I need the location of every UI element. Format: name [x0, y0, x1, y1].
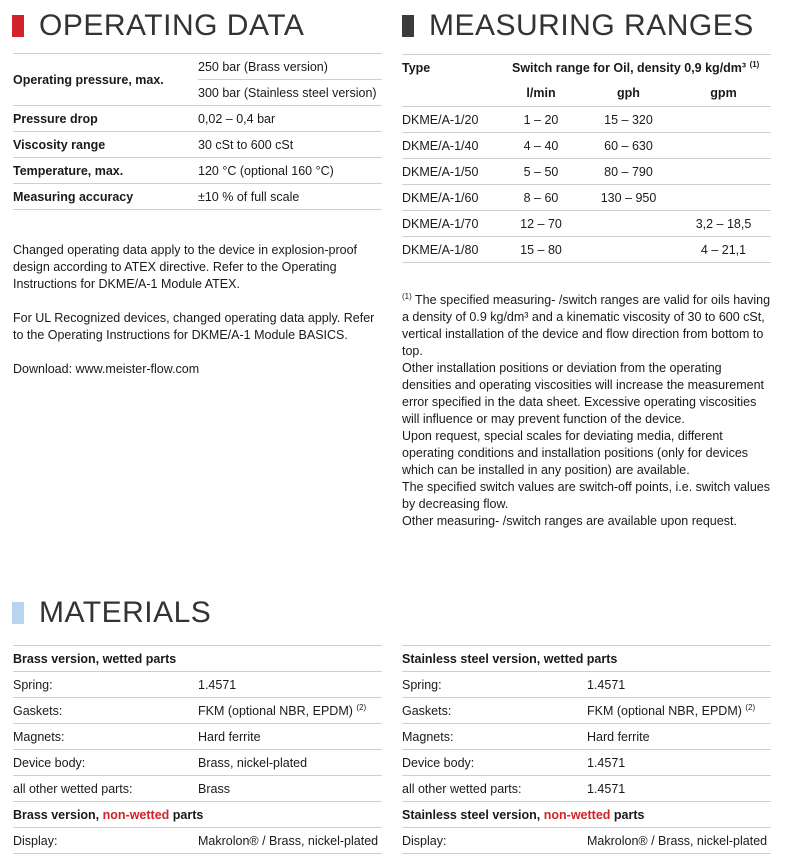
table-row: Gaskets: FKM (optional NBR, EPDM) $^{(2)}$ — [13, 698, 382, 724]
measuring-note: Other installation positions or deviation from the operating densities and operating viscosities will increase the measurement error specified in the data sheet. Excessive operating viscosities will influence or may prevent function of the device. — [402, 361, 764, 426]
table-row: Display: Makrolon® / Brass, nickel-plated — [13, 828, 382, 854]
table-row: DKME/A-1/40 4 – 40 60 – 630 — [402, 133, 771, 159]
brass-wetted-header: Brass version, wetted parts — [13, 646, 382, 672]
measuring-ranges-heading — [402, 11, 754, 41]
mr-type: DKME/A-1/50 — [402, 159, 501, 185]
download-note: Download: www.meister-flow.com — [13, 362, 200, 376]
table-row: all other wetted parts: 1.4571 — [402, 776, 771, 802]
op-label-temperature: Temperature, max. — [13, 158, 198, 184]
table-row: Spring: 1.4571 — [402, 672, 771, 698]
materials-brass-table — [13, 645, 382, 854]
mr-type: DKME/A-1/20 — [402, 107, 501, 133]
op-value-pressure-drop: 0,02 – 0,4 bar — [198, 106, 382, 132]
measuring-ranges-table — [402, 54, 771, 263]
stainless-nonwetted-header: Stainless steel version, non-wetted parts — [402, 802, 771, 828]
measuring-note: Upon request, special scales for deviating media, different operating conditions and installation positions (only for devices which can be installed in any position) are available. — [402, 429, 749, 477]
operating-notes — [13, 242, 381, 378]
op-value-pressure-steel: 300 bar (Stainless steel version) — [198, 80, 382, 106]
table-row: Magnets: Hard ferrite — [402, 724, 771, 750]
operating-data-table — [13, 53, 382, 210]
op-value-viscosity: 30 cSt to 600 cSt — [198, 132, 382, 158]
atex-note: Changed operating data apply to the device in explosion-proof design according to ATEX directive. Refer to the Operating Instructions for DKME/A-1 Module ATEX. — [13, 243, 357, 291]
op-label-pressure-drop: Pressure drop — [13, 106, 198, 132]
table-row: Gaskets: FKM (optional NBR, EPDM) $^{(2)}$ — [402, 698, 771, 724]
table-row: DKME/A-1/20 1 – 20 15 – 320 — [402, 107, 771, 133]
op-value-temperature: 120 °C (optional 160 °C) — [198, 158, 382, 184]
table-row: DKME/A-1/60 8 – 60 130 – 950 — [402, 185, 771, 211]
mr-type: DKME/A-1/80 — [402, 237, 501, 263]
op-label-accuracy: Measuring accuracy — [13, 184, 198, 210]
mr-type: DKME/A-1/60 — [402, 185, 501, 211]
materials-stainless-table — [402, 645, 771, 854]
mr-unit-gpm: gpm — [676, 81, 771, 107]
light-blue-accent-bar — [12, 602, 24, 624]
red-accent-bar — [12, 15, 24, 37]
op-label-viscosity: Viscosity range — [13, 132, 198, 158]
operating-data-heading — [12, 11, 304, 41]
dark-accent-bar — [402, 15, 414, 37]
footnote-1: $^{(1)}$ The specified measuring- /switch ranges are valid for oils having a density of 0.9 kg/dm³ and a kinematic viscosity of 30 to 600 cSt, vertical installation of the device and flow direction from bottom to top. — [402, 291, 771, 358]
op-label-pressure: Operating pressure, max. — [13, 54, 198, 106]
measuring-note: The specified switch values are switch-off points, i.e. switch values by decreasing flow. — [402, 480, 770, 511]
materials-heading — [12, 598, 211, 628]
table-row: DKME/A-1/80 15 – 80 4 – 21,1 — [402, 237, 771, 263]
mr-header-type: Type — [402, 60, 431, 75]
measuring-ranges-title: MEASURING RANGES — [429, 9, 754, 42]
table-row: all other wetted parts: Brass — [13, 776, 382, 802]
table-row: DKME/A-1/70 12 – 70 3,2 – 18,5 — [402, 211, 771, 237]
op-value-accuracy: ±10 % of full scale — [198, 184, 382, 210]
mr-header-range: Switch range for Oil, density 0,9 kg/dm³ $^{(1)}$ — [512, 59, 760, 75]
table-row: Spring: 1.4571 — [13, 672, 382, 698]
ul-note: For UL Recognized devices, changed operating data apply. Refer to the Operating Instructions for DKME/A-1 Module BASICS. — [13, 311, 375, 342]
op-value-pressure-brass: 250 bar (Brass version) — [198, 54, 382, 80]
table-row: Device body: Brass, nickel-plated — [13, 750, 382, 776]
stainless-wetted-header: Stainless steel version, wetted parts — [402, 646, 771, 672]
materials-title: MATERIALS — [39, 596, 212, 629]
table-row: Magnets: Hard ferrite — [13, 724, 382, 750]
mr-unit-lmin: l/min — [501, 81, 581, 107]
table-row: DKME/A-1/50 5 – 50 80 – 790 — [402, 159, 771, 185]
mr-unit-gph: gph — [581, 81, 676, 107]
mr-type: DKME/A-1/40 — [402, 133, 501, 159]
measuring-notes — [402, 292, 772, 530]
table-row: Display: Makrolon® / Brass, nickel-plated — [402, 828, 771, 854]
table-row: Device body: 1.4571 — [402, 750, 771, 776]
measuring-note: Other measuring- /switch ranges are available upon request. — [402, 514, 737, 528]
mr-type: DKME/A-1/70 — [402, 211, 501, 237]
brass-nonwetted-header: Brass version, non-wetted parts — [13, 802, 382, 828]
operating-data-title: OPERATING DATA — [39, 9, 305, 42]
